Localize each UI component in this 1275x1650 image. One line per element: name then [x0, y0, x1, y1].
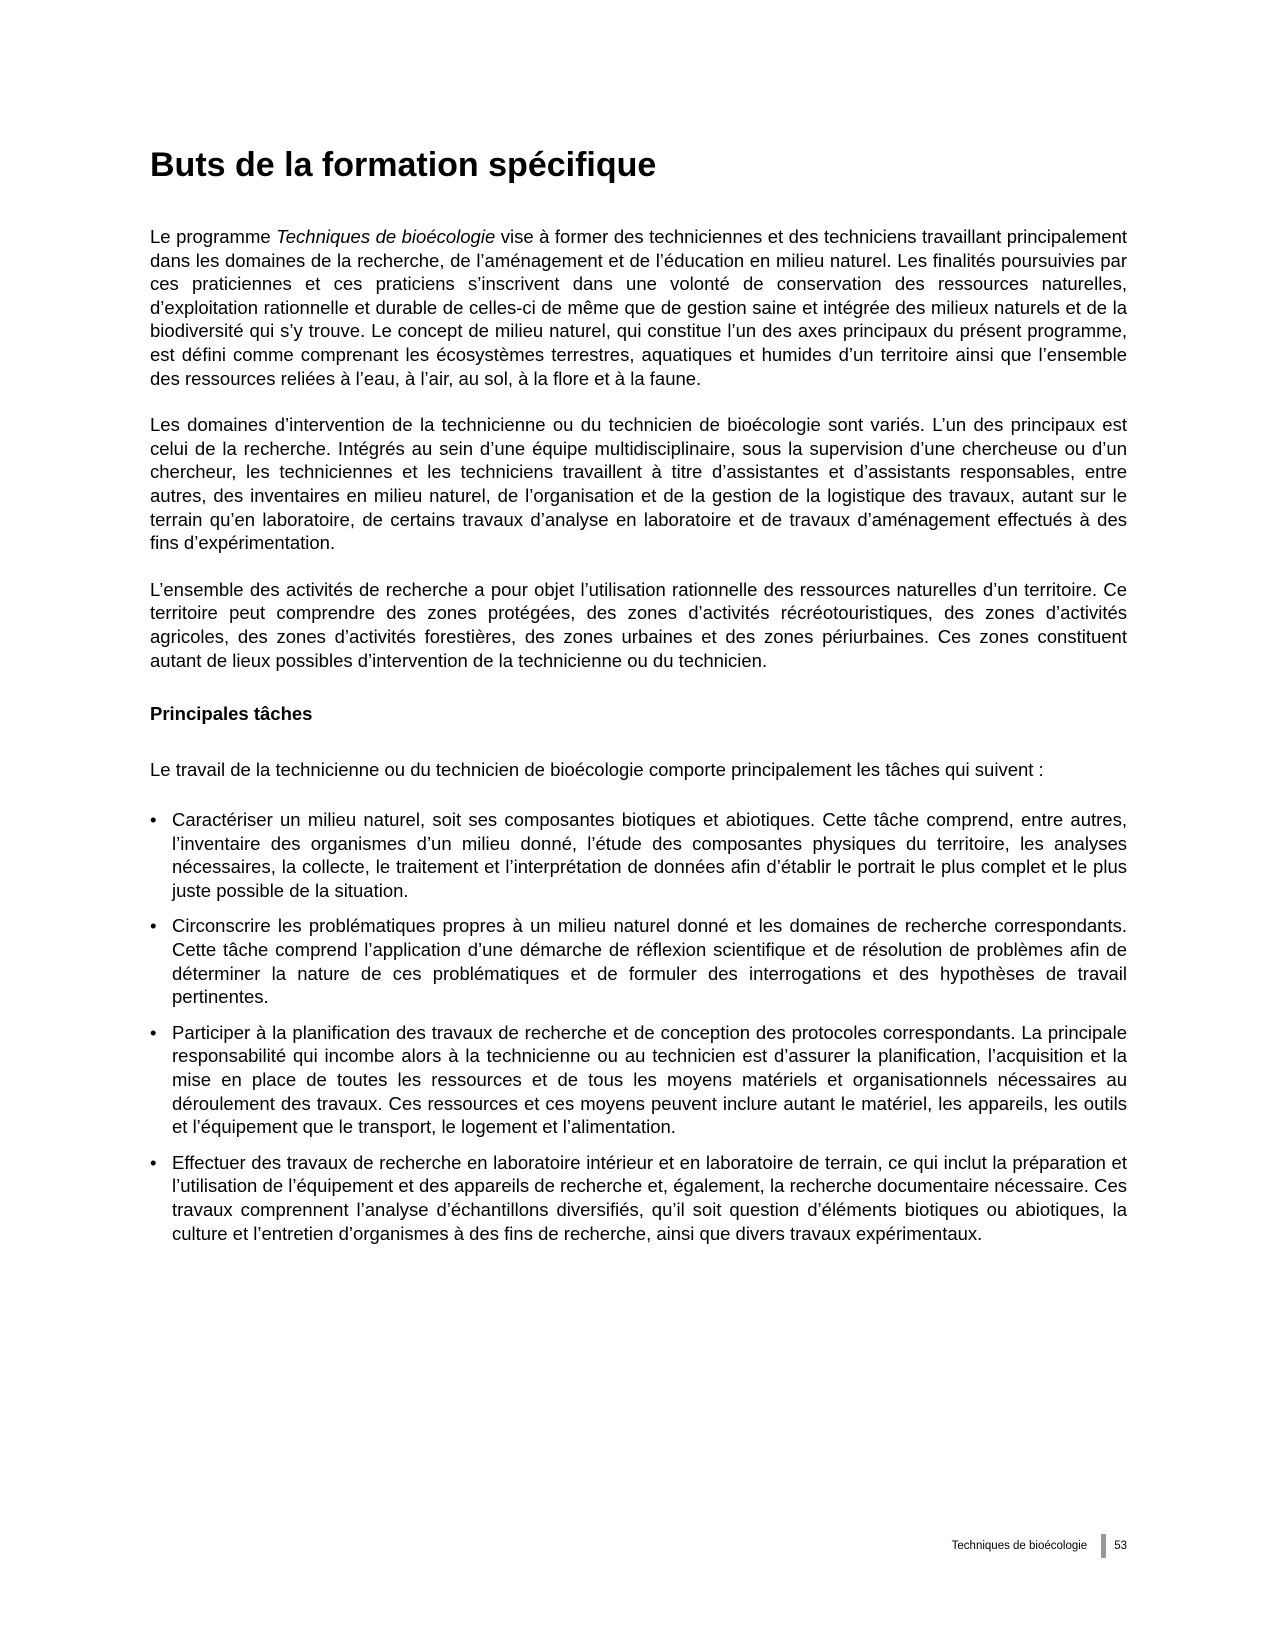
paragraph-2: Les domaines d’intervention de la technicienne ou du technicien de bioécologie sont variés. L’un des principaux est celui de la recherche. Intégrés au sein d’une équipe multidisciplinaire, sous la supervision d’une chercheuse ou d’un chercheur, les techniciennes et les techniciens travaillent à titre d’assistantes et d’assistants responsables, entre autres, des inventaires en milieu naturel, de l’organisation et de la gestion de la logistique des travaux, autant sur le terrain qu’en laboratoire, de certains travaux d’analyse en laboratoire et de travaux d’aménagement effectués à des fins d’expérimentation.: [150, 414, 1127, 554]
program-name: Techniques de bioécologie: [276, 226, 496, 247]
tasks-intro: Le travail de la technicienne ou du technicien de bioécologie comporte principalement les tâches qui suivent :: [150, 759, 1044, 781]
section-heading: Principales tâches: [150, 703, 313, 725]
task-text: Circonscrire les problématiques propres à un milieu naturel donné et les domaines de recherche correspondants. Cette tâche comprend l’application d’une démarche de réflexion scientifique et de résolution de problèmes afin de déterminer la nature de ces problématiques et de formuler des interrogations et des hypothèses de travail pertinentes.: [172, 915, 1127, 1008]
list-item: [150, 808, 1127, 902]
paragraph-3: L’ensemble des activités de recherche a pour objet l’utilisation rationnelle des ressources naturelles d’un territoire. Ce territoire peut comprendre des zones protégées, des zones d’activités récréotouristiques, des zones d’activités agricoles, des zones d’activités forestières, des zones urbaines et des zones périurbaines. Ces zones constituent autant de lieux possibles d’intervention de la technicienne ou du technicien.: [150, 578, 1127, 671]
task-text: Participer à la planification des travaux de recherche et de conception des protocoles correspondants. La principale responsabilité qui incombe alors à la technicienne ou au technicien est d’assurer la planification, l’acquisition et la mise en place de toutes les ressources et de tous les moyens matériels et organisationnels nécessaires au déroulement des travaux. Ces ressources et ces moyens peuvent inclure autant le matériel, les appareils, les outils et l’équipement que le transport, le logement et l’alimentation.: [172, 1021, 1127, 1138]
bullet-icon: •: [150, 809, 157, 831]
bullet-icon: •: [150, 915, 157, 937]
text: vise à former des techniciennes et des techniciens travaillant principalement dans les domaines de la recherche, de l’aménagement et de l’éducation en milieu naturel. Les finalités poursuivies par ces praticiennes et ces praticiens s’inscrivent dans une volonté de conservation des ressources naturelles, d’exploitation rationnelle et durable de celles-ci de même que de gestion saine et intégrée des milieux naturels et de la biodiversité qui s’y trouve. Le concept de milieu naturel, qui constitue l’un des axes principaux du présent programme, est défini comme comprenant les écosystèmes terrestres, aquatiques et humides d’un territoire ainsi que l’ensemble des ressources reliées à l’eau, à l’air, au sol, à la flore et à la faune.: [150, 226, 1128, 389]
paragraph-1: [150, 225, 1127, 390]
footer-program: Techniques de bioécologie: [951, 1540, 1088, 1552]
task-text: Effectuer des travaux de recherche en laboratoire intérieur et en laboratoire de terrain, ce qui inclut la préparation et l’utilisation de l’équipement et des appareils de recherche et, également, la recherche documentaire nécessaire. Ces travaux comprennent l’analyse d’échantillons diversifiés, qu’il soit question d’éléments biotiques ou abiotiques, la culture et l’entretien d’organismes à des fins de recherche, ainsi que divers travaux expérimentaux.: [172, 1151, 1127, 1244]
list-item: [150, 914, 1127, 1008]
bullet-icon: •: [150, 1021, 157, 1043]
task-text: Caractériser un milieu naturel, soit ses composantes biotiques et abiotiques. Cette tâche comprend, entre autres, l’inventaire des organismes d’un milieu donné, l’étude des composantes physiques du territoire, les analyses nécessaires, la collecte, le traitement et l’interprétation de données afin d’établir le portrait le plus complet et le plus juste possible de la situation.: [172, 809, 1127, 901]
page-title: Buts de la formation spécifique: [150, 146, 657, 184]
page-footer: [0, 1534, 1127, 1558]
tasks-list: [150, 808, 1127, 1245]
list-item: [150, 1021, 1127, 1139]
text: Le programme: [150, 226, 277, 247]
list-item: [150, 1151, 1127, 1245]
page-number: 53: [1114, 1540, 1127, 1552]
bullet-icon: •: [150, 1151, 157, 1173]
page-content: [150, 145, 1127, 1257]
footer-divider: [1101, 1534, 1106, 1558]
